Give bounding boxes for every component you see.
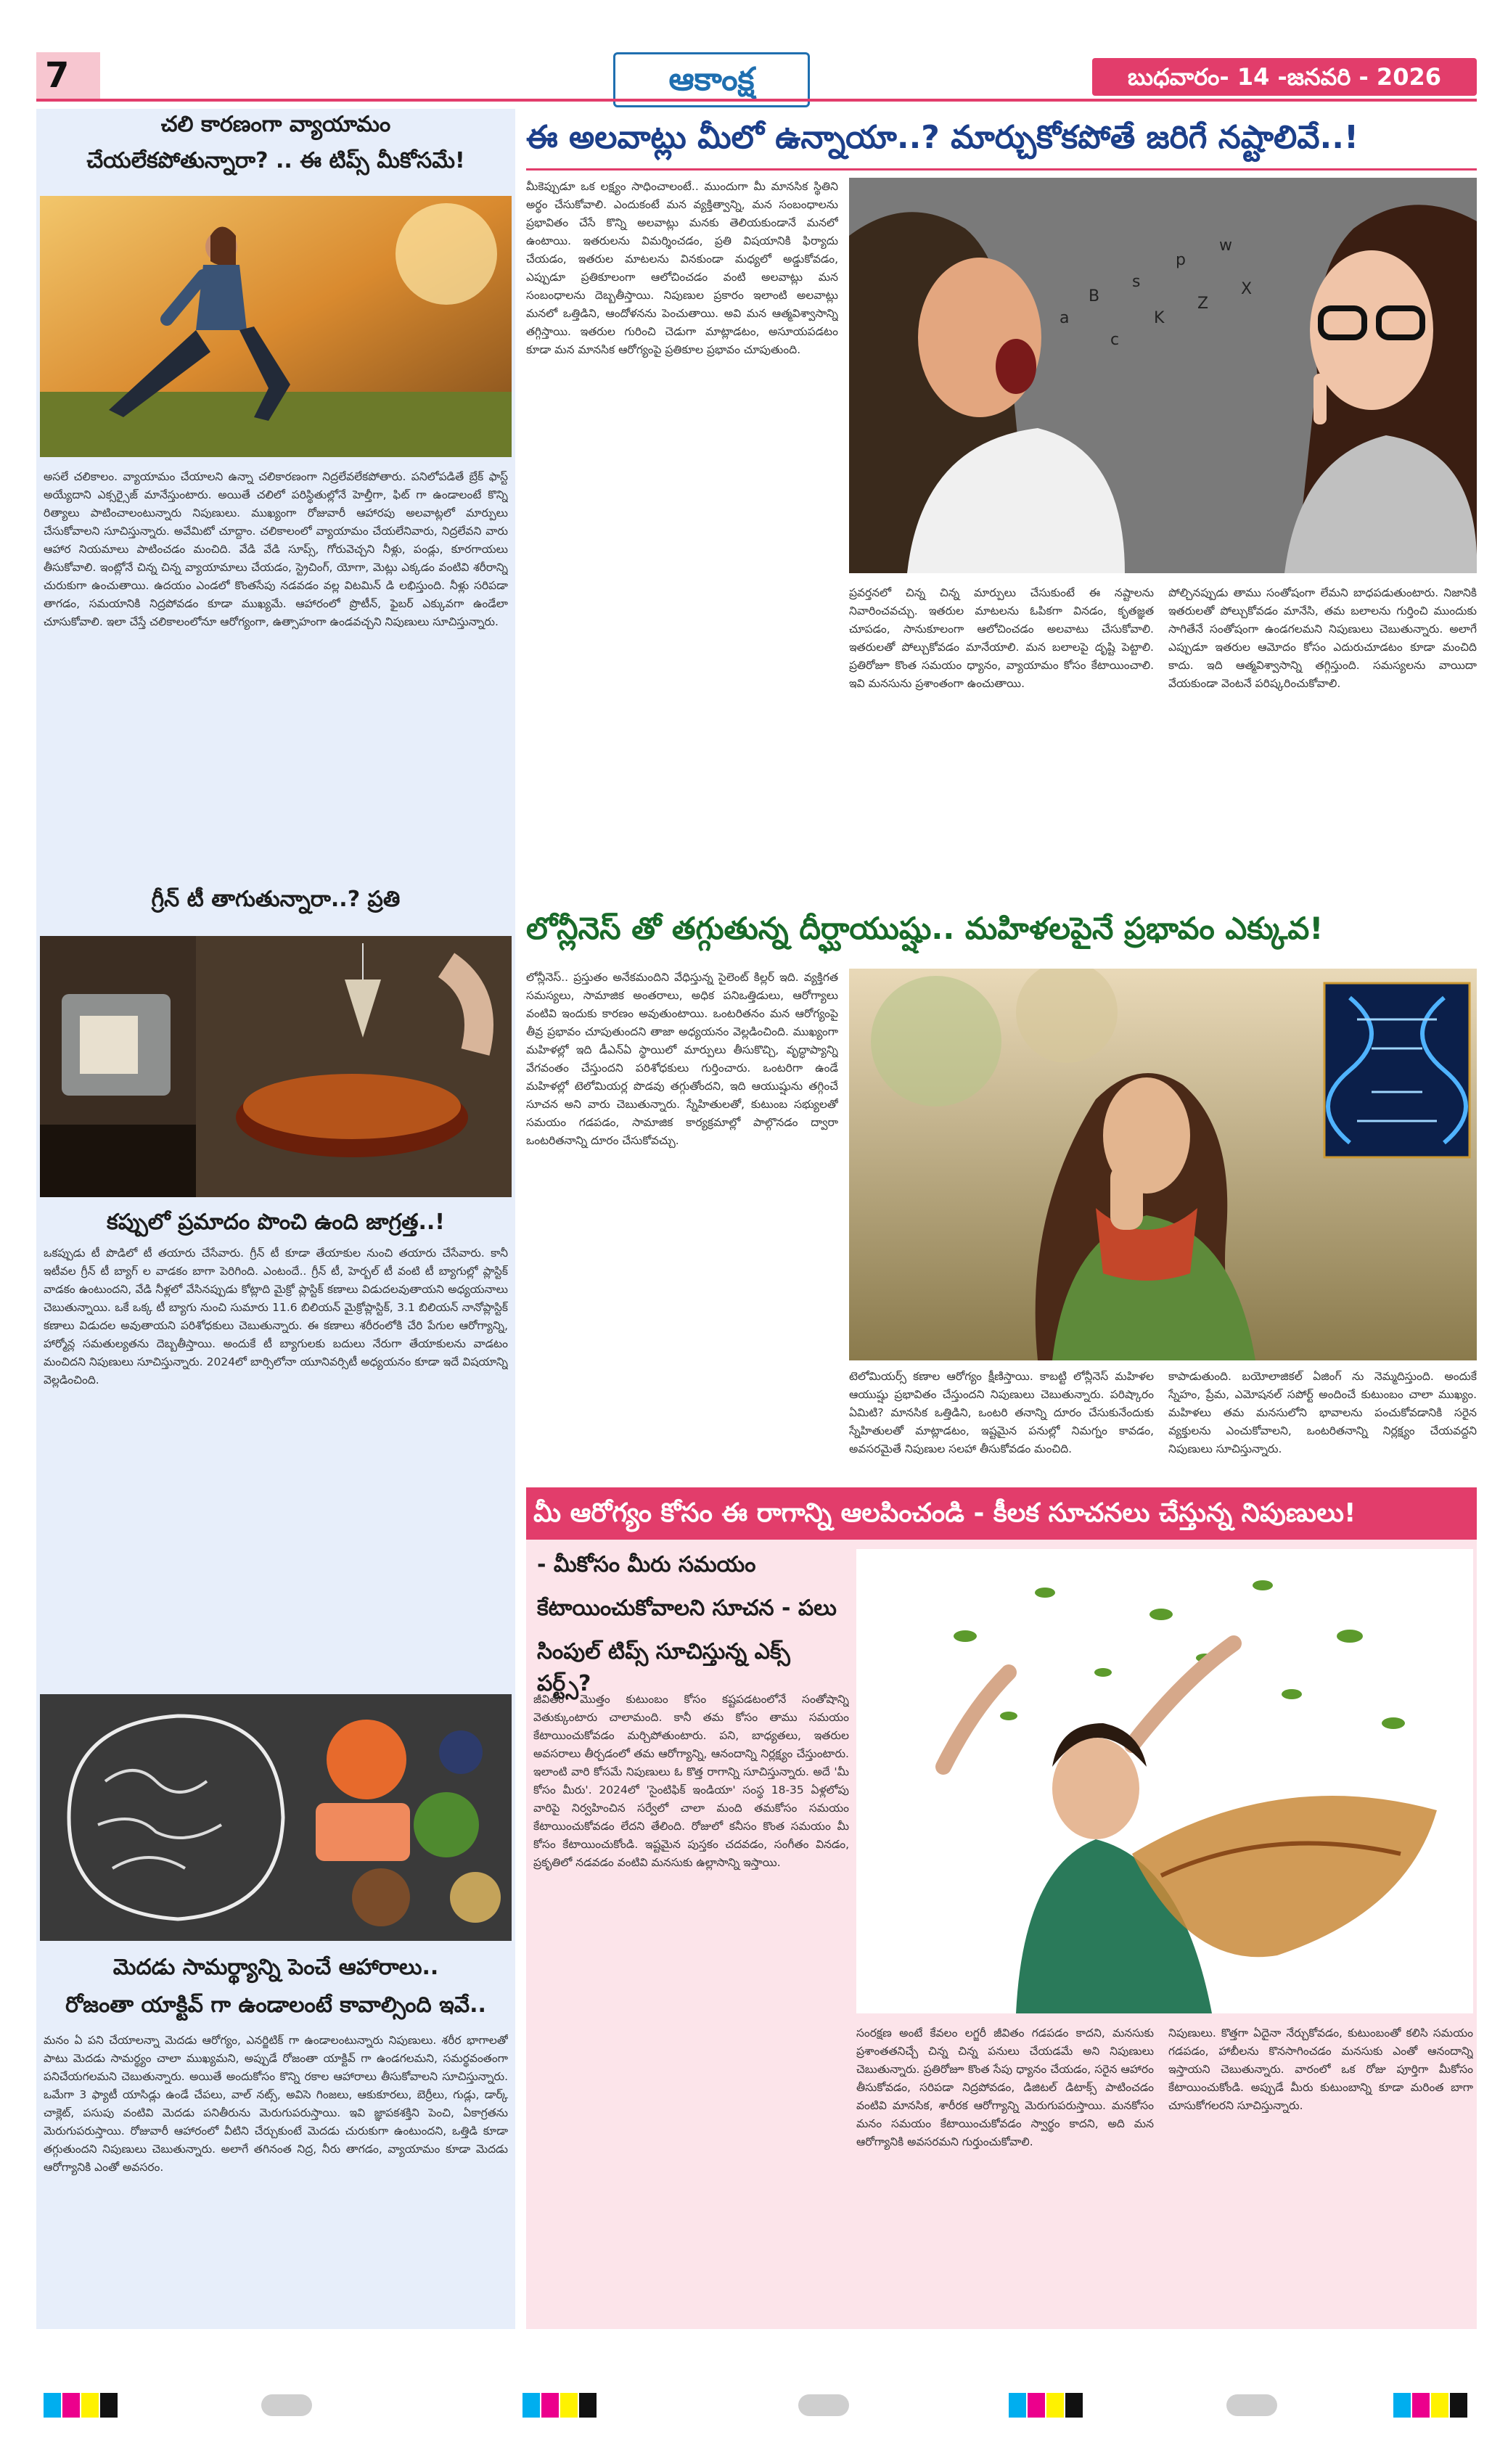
loneliness-body-left: లోన్లీనెస్.. ప్రస్తుతం అనేకమందిని వేధిస్తున్న సైలెంట్ కిల్లర్ ఇది. వ్యక్తిగత సమస్యలు, సామాజిక అంతరాలు, అధిక పనిఒత్తిడులు, ఆరోగ్యాలు వంటివి ఇందుకు కారణం అవుతుంటాయి. ఒంటరితనం మన ఆరోగ్యంపై తీవ్ర ప్రభావం చూపుతుందని తాజా అధ్యయనం వెల్లడించింది. ముఖ్యంగా మహిళల్లో ఇది డీఎన్ఏ స్థాయిలో మార్పులు తీసుకొచ్చి, వృద్ధాప్యాన్ని వేగవంతం చేస్తుందని పరిశోధకులు గుర్తించారు. ఒంటరిగా ఉండే మహిళల్లో టెలోమియర్ల పొడవు తగ్గుతోందని, ఇది ఆయుష్షును తగ్గించే సూచన అని వారు చెబుతున్నారు. స్నేహితులతో, కుటుంబ సభ్యులతో సమయం గడపడం, సామాజిక కార్యక్రమాల్లో పాల్గొనడం ద్వారా ఒంటరితనాన్ని దూరం చేసుకోవచ్చు. [526,971,838,1147]
exercise-body: అసలే చలికాలం. వ్యాయామం చేయాలని ఉన్నా చలికారణంగా నిద్రలేవలేకపోతారు. పనిలోపడితే బ్రేక్ ఫాస్ట్ అయ్యేదాని ఎక్సర్సైజ్ మానేస్తుంటారు. అయితే చలిలో పరిస్థితుల్లోనే హెల్తీగా, ఫిట్ గా ఉండాలంటే కొన్ని రిత్యాలు పాటించాలంటున్నారు నిపుణులు. ముఖ్యంగా రోజువారీ ఆహారపు అలవాట్లలో మార్పులు చేసుకోవాలని సూచిస్తున్నారు. అవేమిటో చూద్దాం. చలికాలంలో వ్యాయామం చేయలేనివారు, నిద్రలేవని వారు ఆహార నియమాలు పాటించడం మంచిది. వేడి వేడి సూప్స్, గోరువెచ్చని నీళ్లు, పండ్లు, కూరగాయలు తీసుకోవాలి. ఇంట్లోనే చిన్న చిన్న వ్యాయామాలు చేయడం, స్ట్రెచింగ్, యోగా, మెట్లు ఎక్కడం వంటివి శరీరాన్ని చురుకుగా ఉంచుతాయి. ఉదయం ఎండలో కొంతసేపు నడవడం వల్ల విటమిన్ డి లభిస్తుంది. నీళ్లు సరిపడా తాగడం, సమయానికి నిద్రపోవడం కూడా ముఖ్యమే. ఆహారంలో ప్రొటీన్, ఫైబర్ ఎక్కువగా ఉండేలా చూసుకోవాలి. ఇలా చేస్తే చలికాలంలోనూ ఆరోగ్యంగా, ఉత్సాహంగా ఉండవచ్చని నిపుణులు సూచిస్తున్నారు. [44,470,508,628]
health-title: మీ ఆరోగ్యం కోసం ఈ రాగాన్ని ఆలపించండి - కీలక సూచనలు చేస్తున్న నిపుణులు! [533,1498,1356,1528]
greentea-body: ఒకప్పుడు టీ పొడిలో టీ తయారు చేసేవారు. గ్రీన్ టీ కూడా తేయాకుల నుంచి తయారు చేసేవారు. కానీ ఇటీవల గ్రీన్ టీ బ్యాగ్ ల వాడకం బాగా పెరిగింది. ఎంటందే.. గ్రీన్ టీ, హెర్బల్ టీ వంటి టీ బ్యాగుల్లో ప్లాస్టిక్ వాడకం ఉంటుందని, వేడి నీళ్లలో వేసినప్పుడు కోట్లాది మైక్రో ప్లాస్టిక్ కణాలు విడుదలవుతాయని అధ్యయనాలు చెబుతున్నాయి. ఒకే ఒక్క టీ బ్యాగు నుంచి సుమారు 11.6 బిలియన్ మైక్రోప్లాస్టిక్, 3.1 బిలియన్ నానోప్లాస్టిక్ కణాలు విడుదల అవుతాయని పరిశోధకులు చెబుతున్నారు. ఈ కణాలు శరీరంలోకి చేరి పేగుల ఆరోగ్యాన్ని, హార్మోన్ల సమతుల్యతను దెబ్బతీస్తాయి. అందుకే టీ బ్యాగులకు బదులు నేరుగా తేయాకులను వాడటం మంచిదని నిపుణులు సూచిస్తున్నారు. 2024లో బార్సిలోనా యూనివర్సిటీ అధ్యయనం కూడా ఇదే విషయాన్ని వెల్లడించింది. [44,1247,508,1387]
health-sub-line2: కేటాయించుకోవాలని సూచన - పలు [537,1596,837,1621]
greentea-photo [40,936,512,1197]
print-registration-marks [36,2387,1477,2423]
loneliness-photo [849,969,1477,1360]
brainfood-photo [40,1694,512,1941]
loneliness-body-middle: టెలోమియర్స్ కణాల ఆరోగ్యం క్షీణిస్తాయి. కాబట్టి లోన్లీనెస్ మహిళల ఆయుష్షు ప్రభావితం చేస్తుందని నిపుణులు చెబుతున్నారు. పరిష్కారం ఏమిటి? మానసిక ఒత్తిడిని, ఒంటరి తనాన్ని దూరం చేసుకునేందుకు స్నేహితులతో మాట్లాడటం, ఇష్టమైన పనుల్లో నిమగ్నం కావడం, అవసరమైతే నిపుణుల సలహా తీసుకోవడం మంచిది. [849,1370,1154,1455]
exercise-title-line1: చలి కారణంగా వ్యాయామం [160,112,391,137]
health-photo [856,1549,1473,2013]
habits-body-middle: ప్రవర్తనలో చిన్న చిన్న మార్పులు చేసుకుంటే ఈ నష్టాలను నివారించవచ్చు. ఇతరుల మాటలను ఓపికగా వినడం, కృతజ్ఞత చూపడం, సానుకూలంగా ఆలోచించడం అలవాటు చేసుకోవాలి. ఇతరులతో పోల్చుకోవడం మానేయాలి. మన బలాలపై దృష్టి పెట్టాలి. ప్రతిరోజూ కొంత సమయం ధ్యానం, వ్యాయామం కోసం కేటాయించాలి. ఇవి మనసును ప్రశాంతంగా ఉంచుతాయి. [849,586,1154,690]
habits-title: ఈ అలవాట్లు మీలో ఉన్నాయా..? మార్చుకోకపోతే జరిగే నష్టాలివే..! [526,119,1359,156]
loneliness-title: లోన్లీనెస్ తో తగ్గుతున్న దీర్ఘాయుష్షు.. మహిళలపైనే ప్రభావం ఎక్కువ! [526,911,1324,946]
health-sub-line3: సింపుల్ టిప్స్ సూచిస్తున్న ఎక్స్ పర్ట్స్? [537,1639,790,1696]
svg-text:X: X [1241,280,1253,298]
svg-text:s: s [1132,273,1141,291]
svg-text:B: B [1089,287,1100,305]
svg-text:w: w [1219,237,1232,255]
health-body-left: జీవితం మొత్తం కుటుంబం కోసం కష్టపడటంలోనే సంతోషాన్ని వెతుక్కుంటారు చాలామంది. కానీ తమ కోసం తాము సమయం కేటాయించుకోవడం మర్చిపోతుంటారు. పని, బాధ్యతలు, ఇతరుల అవసరాలు తీర్చడంలో తమ ఆరోగ్యాన్ని, ఆనందాన్ని నిర్లక్ష్యం చేస్తుంటారు. ఇలాంటి వారి కోసమే నిపుణులు ఓ కొత్త రాగాన్ని సూచిస్తున్నారు. అదే 'మీ కోసం మీరు'. 2024లో 'సైంటిఫిక్ ఇండియా' సంస్థ 18-35 ఏళ్లలోపు వారిపై నిర్వహించిన సర్వేలో చాలా మంది తమకోసం సమయం కేటాయించుకోవడం లేదని తేలింది. రోజులో కనీసం కొంత సమయం మీ కోసం కేటాయించుకోండి. ఇష్టమైన పుస్తకం చదవడం, సంగీతం వినడం, ప్రకృతిలో నడవడం వంటివి మనసుకు ఉల్లాసాన్ని ఇస్తాయి. [533,1693,849,1869]
brainfood-body: మనం ఏ పని చేయాలన్నా మెదడు ఆరోగ్యం, ఎనర్జిటిక్ గా ఉండాలంటున్నారు నిపుణులు. శరీర భాగాలతో పాటు మెదడు సామర్థ్యం చాలా ముఖ్యమని, అప్పుడే రోజంతా యాక్టివ్ గా ఉండగలమని, సమర్థవంతంగా పనిచేయగలమని చెబుతున్నారు. అయితే అందుకోసం కొన్ని రకాల ఆహారాలు తీసుకోవాలని సూచిస్తున్నారు. ఒమేగా 3 ఫ్యాటీ యాసిడ్లు ఉండే చేపలు, వాల్ నట్స్, అవిసె గింజలు, ఆకుకూరలు, బెర్రీలు, గుడ్లు, డార్క్ చాక్లెట్, పసుపు వంటివి మెదడు పనితీరును మెరుగుపరుస్తాయి. ఇవి జ్ఞాపకశక్తిని పెంచి, ఏకాగ్రతను మెరుగుపరుస్తాయి. రోజువారీ ఆహారంలో వీటిని చేర్చుకుంటే మెదడు చురుకుగా ఉంటుందని, ఒత్తిడి కూడా తగ్గుతుందని నిపుణులు చెబుతున్నారు. అలాగే తగినంత నిద్ర, నీరు తాగడం, వ్యాయామం కూడా మెదడు ఆరోగ్యానికి ఎంతో అవసరం. [44,2034,508,2174]
brainfood-title-line1: మెదడు సామర్థ్యాన్ని పెంచే ఆహారాలు.. [112,1955,439,1980]
header-rule [36,99,1477,102]
greentea-title: కప్పులో ప్రమాదం పొంచి ఉంది జాగ్రత్త..! [107,1210,445,1235]
habits-body-top: మీకెప్పుడూ ఒక లక్ష్యం సాధించాలంటే.. ముందుగా మీ మానసిక స్థితిని అర్థం చేసుకోవాలి. ఎందుకంటే మన వ్యక్తిత్వాన్ని, మన సంబంధాలను ప్రభావితం చేసే కొన్ని అలవాట్లు మనకు తెలియకుండానే మనలో ఉంటాయి. ఇతరులను విమర్శించడం, ప్రతి విషయానికి ఫిర్యాదు చేయడం, ఇతరుల మాటలను వినకుండా మధ్యలో అడ్డుకోవడం, ఎప్పుడూ ప్రతికూలంగా ఆలోచించడం వంటి అలవాట్లు మన సంబంధాలను దెబ్బతీస్తాయి. నిపుణుల ప్రకారం ఇలాంటి అలవాట్లు మనలో ఒత్తిడిని, ఆందోళనను పెంచుతాయి. అవి మన ఆత్మవిశ్వాసాన్ని తగ్గిస్తాయి. ఇతరుల గురించి చెడుగా మాట్లాడటం, అసూయపడటం కూడా మన మానసిక ఆరోగ్యంపై ప్రతికూల ప్రభావం చూపుతుంది. [526,180,838,356]
health-sub-line1: - మీకోసం మీరు సమయం [537,1552,756,1577]
svg-text:p: p [1176,251,1186,269]
habits-body-right: పోల్చినప్పుడు తాము సంతోషంగా లేమని బాధపడుతుంటారు. నిజానికి ఇతరులతో పోల్చుకోవడం మానేసి, తమ బలాలను గుర్తించి ముందుకు సాగితేనే సంతోషంగా ఉండగలమని నిపుణులు చెబుతున్నారు. అలాగే ఎప్పుడూ ఇతరుల ఆమోదం కోసం ఎదురుచూడటం కూడా మంచిది కాదు. ఇది ఆత్మవిశ్వాసాన్ని తగ్గిస్తుంది. సమస్యలను వాయిదా వేయకుండా వెంటనే పరిష్కరించుకోవాలి. [1168,586,1477,690]
greentea-lead-headline: గ్రీన్ టీ తాగుతున్నారా..? ప్రతి [151,887,401,912]
svg-text:a: a [1060,309,1070,327]
svg-text:Z: Z [1197,295,1209,313]
newspaper-logo: ఆకాంక్ష [613,52,810,107]
exercise-title-line2: చేయలేకపోతున్నారా? .. ఈ టిప్స్ మీకోసమే! [86,148,465,173]
brainfood-title-line2: రోజంతా యాక్టివ్ గా ఉండాలంటే కావాల్సింది ఇవే.. [65,1992,486,2018]
health-body-middle: సంరక్షణ అంటే కేవలం లగ్జరీ జీవితం గడపడం కాదని, మనసుకు ప్రశాంతతనిచ్చే చిన్న చిన్న పనులు చేయడమే అని నిపుణులు చెబుతున్నారు. ప్రతిరోజూ కొంత సేపు ధ్యానం చేయడం, సరైన ఆహారం తీసుకోవడం, సరిపడా నిద్రపోవడం, డిజిటల్ డిటాక్స్ పాటించడం వంటివి మానసిక, శారీరక ఆరోగ్యాన్ని మెరుగుపరుస్తాయి. మనకోసం మనం సమయం కేటాయించుకోవడం స్వార్థం కాదని, అది మన ఆరోగ్యానికి అవసరమని గుర్తుంచుకోవాలి. [856,2026,1154,2148]
exercise-photo [40,196,512,457]
page-number: 7 [45,55,70,96]
issue-date: బుధవారం- 14 -జనవరి - 2026 [1092,58,1477,96]
habits-photo [849,178,1477,573]
svg-text:K: K [1154,309,1165,327]
habits-rule [526,168,1477,171]
loneliness-body-right: కాపాడుతుంది. బయోలాజికల్ ఏజింగ్ ను నెమ్మదిస్తుంది. అందుకే స్నేహం, ప్రేమ, ఎమోషనల్ సపోర్ట్ అందించే కుటుంబం చాలా ముఖ్యం. మహిళలు తమ మనసులోని భావాలను పంచుకోవడానికి సరైన వ్యక్తులను ఎంచుకోవాలని, ఒంటరితనాన్ని నిర్లక్ష్యం చేయవద్దని నిపుణులు సూచిస్తున్నారు. [1168,1370,1477,1455]
svg-text:c: c [1110,331,1120,349]
health-body-right: నిపుణులు. కొత్తగా ఏదైనా నేర్చుకోవడం, కుటుంబంతో కలిసి సమయం గడపడం, హాబీలను కొనసాగించడం మనసుకు ఎంతో ఆనందాన్ని ఇస్తాయని చెబుతున్నారు. వారంలో ఒక రోజు పూర్తిగా మీకోసం కేటాయించుకోండి. అప్పుడే మీరు కుటుంబాన్ని కూడా మరింత బాగా చూసుకోగలరని సూచిస్తున్నారు. [1168,2026,1473,2112]
